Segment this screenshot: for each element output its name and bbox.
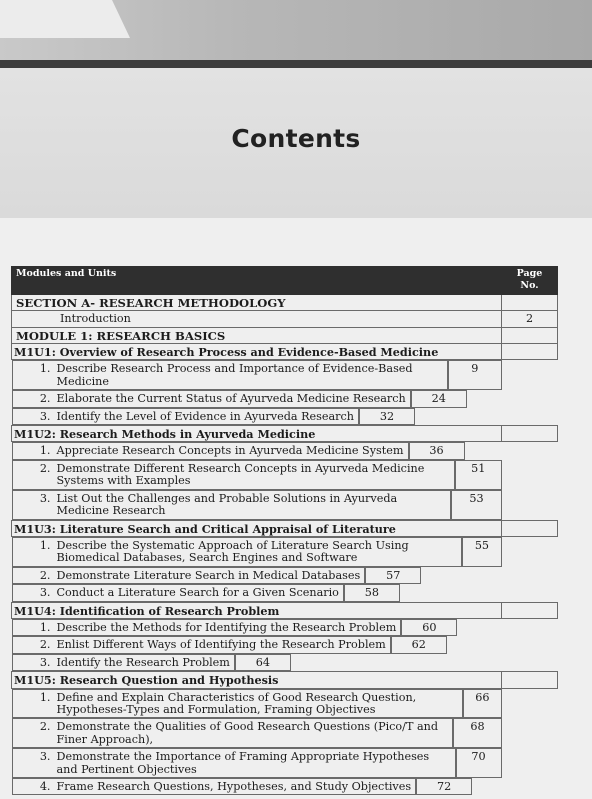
toc-entry-cell: [12, 619, 402, 636]
toc-entry-cell: [12, 748, 456, 778]
page-number-cell: 68: [453, 718, 501, 748]
toc-item: [17, 393, 406, 405]
item-title: Identify the Level of Evidence in Ayurveda Research: [56, 409, 354, 423]
unit-title: M1U5: Research Question and Hypothesis: [14, 673, 279, 688]
item-number: 3.: [39, 586, 51, 600]
table-header-row: [12, 267, 558, 295]
page-number-cell: 70: [456, 748, 502, 778]
page-number-cell: 2: [502, 311, 558, 327]
corner-wedge: [0, 0, 130, 68]
page-number-cell: 64: [235, 654, 291, 671]
toc-item: [17, 657, 230, 669]
page-number-cell: [502, 602, 558, 618]
item-title: Demonstrate Different Research Concepts in Ayurveda Medicine Systems with Examples: [56, 461, 425, 488]
unit-title: M1U1: Overview of Research Process and Evidence-Based Medicine: [14, 345, 439, 360]
toc-item-row: [12, 778, 502, 795]
toc-entry-cell: [12, 718, 454, 748]
item-title: Demonstrate the Qualities of Good Research Questions (Pico/T and Finer Approach),: [56, 720, 438, 746]
page-number-cell: 57: [365, 567, 421, 584]
page-number-cell: 24: [411, 390, 467, 407]
toc-item: [17, 540, 458, 565]
page-number-cell: [502, 672, 558, 688]
toc-item: [17, 411, 355, 423]
contents-table: [11, 266, 558, 795]
item-number: 2.: [39, 392, 51, 406]
toc-entry-cell: [12, 778, 417, 795]
item-title: Describe the Systematic Approach of Literature Search Using Biomedical Databases, Search Engines and Software: [56, 538, 409, 565]
toc-item-row: [12, 748, 502, 778]
toc-item-row: [12, 390, 502, 407]
page-number-cell: 58: [344, 584, 400, 601]
modules-header: Modules and Units: [12, 267, 502, 295]
page-number-cell: 60: [401, 619, 457, 636]
toc-entry-cell: [12, 390, 411, 407]
toc-entry-cell: [12, 311, 502, 327]
item-title: Define and Explain Characteristics of Good Research Question, Hypotheses-Types and Formulation, Framing Objectives: [56, 690, 417, 716]
page-number-cell: [502, 344, 558, 360]
page-number-cell: 62: [391, 636, 447, 653]
page-number-cell: 51: [455, 460, 502, 490]
toc-entry-cell: [12, 537, 463, 567]
item-title: Appreciate Research Concepts in Ayurveda Medicine System: [56, 444, 404, 458]
page-number-cell: 9: [448, 360, 501, 390]
toc-item-row: [12, 689, 502, 719]
toc-unit-row: [12, 602, 558, 618]
toc-section-row: [12, 294, 558, 310]
toc-item-row: [12, 360, 502, 390]
toc-entry-cell: [12, 584, 344, 601]
toc-item: [17, 781, 412, 793]
page-number-cell: 66: [463, 689, 501, 719]
toc-item: [17, 721, 449, 746]
page-number-cell: [502, 294, 558, 310]
page-number-cell: 72: [416, 778, 472, 795]
toc-entry-cell: [12, 672, 502, 688]
section-title: SECTION A- RESEARCH METHODOLOGY: [16, 295, 286, 310]
toc-entry-cell: [12, 408, 360, 425]
item-number: 1.: [39, 362, 51, 376]
item-number: 3.: [39, 491, 51, 505]
toc-unit-row: [12, 672, 558, 688]
item-title: Demonstrate Literature Search in Medical Databases: [56, 568, 361, 582]
toc-unit-row: [12, 426, 558, 442]
toc-entry-cell: [12, 654, 235, 671]
toc-item-row: [12, 442, 502, 459]
item-title: Describe the Methods for Identifying the Research Problem: [56, 620, 397, 634]
unit-title: M1U3: Literature Search and Critical Appraisal of Literature: [14, 521, 396, 536]
item-title: Enlist Different Ways of Identifying the Research Problem: [56, 638, 386, 652]
item-number: 3.: [39, 750, 51, 764]
toc-module-row: [12, 327, 558, 343]
toc-entry-cell: [12, 520, 502, 536]
toc-item: [17, 639, 386, 651]
item-title: Frame Research Questions, Hypotheses, and Study Objectives: [56, 780, 412, 793]
toc-item: [17, 493, 447, 518]
toc-unit-row: [12, 344, 558, 360]
toc-item: [17, 751, 451, 776]
item-number: 1.: [39, 444, 51, 458]
toc-item-row: [12, 654, 502, 671]
toc-item: [17, 363, 444, 388]
toc-item-row: [12, 619, 502, 636]
page-number-cell: [502, 520, 558, 536]
toc-entry-cell: [12, 442, 409, 459]
item-title: List Out the Challenges and Probable Solutions in Ayurveda Medicine Research: [56, 491, 398, 518]
item-number: 2.: [39, 638, 51, 652]
item-number: 3.: [39, 655, 51, 669]
toc-item-row: [12, 460, 502, 490]
item-number: 2.: [39, 461, 51, 475]
toc-item: [17, 445, 404, 457]
top-decorative-band: [0, 0, 592, 68]
toc-entry-cell: [12, 344, 502, 360]
toc-unit-row: [12, 520, 558, 536]
item-number: 2.: [39, 568, 51, 582]
item-number: 1.: [39, 538, 51, 552]
toc-item-row: [12, 584, 502, 601]
item-number: 3.: [39, 409, 51, 423]
toc-item: [17, 587, 339, 599]
toc-item-row: [12, 408, 502, 425]
unit-title: M1U4: Identification of Research Problem: [14, 603, 280, 618]
toc-entry-cell: [12, 360, 449, 390]
module-title: MODULE 1: RESEARCH BASICS: [16, 328, 226, 343]
toc-item: [17, 570, 361, 582]
item-number: 1.: [39, 620, 51, 634]
item-title: Demonstrate the Importance of Framing Appropriate Hypotheses and Pertinent Objectives: [56, 750, 430, 776]
toc-intro-row: [12, 311, 558, 327]
toc-entry-cell: [12, 567, 366, 584]
toc-item-row: [12, 490, 502, 520]
toc-entry-cell: [12, 460, 455, 490]
toc-entry-cell: [12, 294, 502, 310]
page-number-cell: 32: [359, 408, 415, 425]
dark-rule: [0, 60, 592, 68]
unit-title: M1U2: Research Methods in Ayurveda Medicine: [14, 427, 316, 442]
toc-entry-cell: [12, 636, 391, 653]
toc-item-row: [12, 718, 502, 748]
item-title: Identify the Research Problem: [56, 655, 230, 669]
toc-entry-cell: [12, 602, 502, 618]
page-number-cell: 53: [451, 490, 501, 520]
toc-entry-cell: [12, 490, 452, 520]
toc-entry-cell: [12, 327, 502, 343]
toc-item: [17, 622, 397, 634]
toc-entry-cell: [12, 426, 502, 442]
page-number-cell: 36: [409, 442, 465, 459]
item-number: 2.: [39, 720, 51, 734]
toc-item: [17, 692, 459, 717]
item-number: 4.: [39, 780, 51, 793]
toc-item-row: [12, 537, 502, 567]
toc-item: [17, 463, 450, 488]
page-title: Contents: [231, 124, 361, 153]
item-title: Conduct a Literature Search for a Given Scenario: [56, 586, 339, 600]
item-title: Elaborate the Current Status of Ayurveda Medicine Research: [56, 392, 406, 406]
item-title: Describe Research Process and Importance of Evidence-Based Medicine: [56, 362, 413, 388]
page-number-cell: [502, 327, 558, 343]
toc-entry-cell: [12, 689, 464, 719]
toc-item-row: [12, 567, 502, 584]
toc-item-row: [12, 636, 502, 653]
intro-title: Introduction: [60, 312, 131, 326]
page-no-header: Page No.: [502, 267, 558, 295]
item-number: 1.: [39, 690, 51, 704]
page-number-cell: [502, 426, 558, 442]
page-number-cell: 55: [462, 537, 501, 567]
